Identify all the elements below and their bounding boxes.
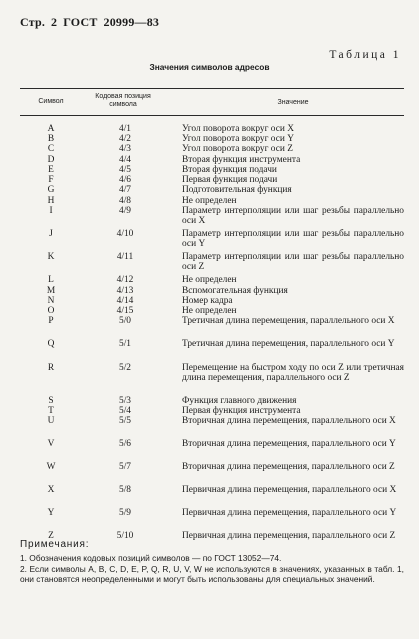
- code-cell: 4/7: [119, 185, 131, 195]
- symbol-cell: C: [47, 144, 55, 154]
- symbol-cell: I: [49, 206, 53, 216]
- note-item: 2. Если символы A, B, C, D, E, P, Q, R, U, V, W не используются в значениях, указанных в табл. 1, они становятся неопределенными и могут быть использованы для специальных значений.: [20, 563, 404, 585]
- symbol-cell: D: [47, 155, 55, 165]
- value-cell: Номер кадра: [182, 296, 233, 306]
- value-cell: Параметр интерполяции или шаг резьбы параллельно оси X: [182, 206, 404, 227]
- value-cell: Вторичная длина перемещения, параллельного оси X: [182, 416, 396, 426]
- symbol-cell: Z: [48, 531, 54, 541]
- standard-number: 20999—83: [103, 15, 160, 29]
- value-cell: Не определен: [182, 196, 237, 206]
- value-cell: Параметр интерполяции или шаг резьбы параллельно оси Z: [182, 252, 404, 273]
- symbol-cell: R: [47, 363, 55, 373]
- column-header-code: Кодовая позиция символа: [95, 93, 151, 108]
- value-cell: Первичная длина перемещения, параллельного оси X: [182, 485, 397, 495]
- value-cell: Угол поворота вокруг оси X: [182, 124, 294, 134]
- code-cell: 5/6: [119, 439, 131, 449]
- notes-section: [20, 540, 404, 585]
- code-cell: 4/15: [116, 306, 134, 316]
- symbol-cell: B: [47, 134, 55, 144]
- code-cell: 5/8: [119, 485, 131, 495]
- value-cell: Не определен: [182, 275, 237, 285]
- value-cell: Угол поворота вокруг оси Z: [182, 144, 293, 154]
- value-cell: Вспомогательная функция: [182, 286, 288, 296]
- symbol-cell: S: [48, 396, 54, 406]
- note-item: 1. Обозначения кодовых позиций символов — по ГОСТ 13052—74.: [20, 553, 282, 564]
- code-cell: 5/9: [119, 508, 131, 518]
- code-cell: 4/13: [116, 286, 134, 296]
- value-cell: Третичная длина перемещения, параллельного оси X: [182, 316, 395, 326]
- value-cell: Параметр интерполяции или шаг резьбы параллельно оси Y: [182, 229, 404, 250]
- symbol-cell: X: [47, 485, 55, 495]
- symbol-cell: U: [47, 416, 55, 426]
- symbol-cell: N: [47, 296, 55, 306]
- code-cell: 5/4: [119, 406, 131, 416]
- code-cell: 4/6: [119, 175, 131, 185]
- value-cell: Первая функция подачи: [182, 175, 278, 185]
- value-cell: Третичная длина перемещения, параллельного оси Y: [182, 339, 395, 349]
- code-cell: 5/10: [116, 531, 134, 541]
- value-cell: Угол поворота вокруг оси Y: [182, 134, 294, 144]
- value-cell: Первичная длина перемещения, параллельного оси Z: [182, 531, 396, 541]
- code-cell: 5/2: [119, 363, 131, 373]
- code-cell: 4/12: [116, 275, 134, 285]
- page-header: [20, 15, 165, 30]
- symbol-cell: H: [47, 196, 55, 206]
- page-label: Стр.: [20, 15, 46, 29]
- value-cell: Не определен: [182, 306, 237, 316]
- standard-label: ГОСТ: [63, 15, 98, 29]
- value-cell: Функция главного движения: [182, 396, 297, 406]
- table-top-rule: [20, 88, 404, 89]
- code-cell: 5/0: [119, 316, 131, 326]
- symbol-cell: E: [48, 165, 54, 175]
- value-cell: Вторая функция инструмента: [182, 155, 301, 165]
- code-cell: 4/1: [119, 124, 131, 134]
- symbol-cell: L: [48, 275, 54, 285]
- value-cell: Перемещение на быстром ходу по оси Z или третичная длина перемещения, параллельного оси Z: [182, 363, 404, 384]
- code-cell: 5/1: [119, 339, 131, 349]
- table-title: Значения символов адресов: [149, 62, 270, 72]
- code-cell: 4/4: [119, 155, 131, 165]
- symbol-cell: V: [47, 439, 55, 449]
- code-cell: 4/8: [119, 196, 131, 206]
- symbol-cell: Q: [47, 339, 55, 349]
- value-cell: Вторичная длина перемещения, параллельного оси Z: [182, 462, 395, 472]
- notes-title: Примечания:: [20, 539, 90, 550]
- symbol-cell: O: [47, 306, 55, 316]
- code-cell: 4/14: [116, 296, 134, 306]
- code-cell: 5/5: [119, 416, 131, 426]
- page-number: 2: [51, 15, 58, 29]
- value-cell: Подготовительная функция: [182, 185, 292, 195]
- code-cell: 4/11: [116, 252, 134, 262]
- symbol-cell: J: [49, 229, 53, 239]
- code-cell: 4/10: [116, 229, 134, 239]
- table-header-rule: [20, 115, 404, 116]
- code-cell: 4/2: [119, 134, 131, 144]
- symbol-cell: M: [46, 286, 56, 296]
- value-cell: Первичная длина перемещения, параллельного оси Y: [182, 508, 397, 518]
- symbol-cell: P: [48, 316, 54, 326]
- code-cell: 5/3: [119, 396, 131, 406]
- code-cell: 4/3: [119, 144, 131, 154]
- value-cell: Вторичная длина перемещения, параллельного оси Y: [182, 439, 396, 449]
- symbol-cell: T: [48, 406, 54, 416]
- value-cell: Первая функция инструмента: [182, 406, 301, 416]
- symbol-cell: F: [48, 175, 54, 185]
- table-number: Таблица 1: [329, 49, 401, 61]
- symbol-cell: K: [47, 252, 55, 262]
- value-cell: Вторая функция подачи: [182, 165, 277, 175]
- column-header-value: Значение: [277, 99, 309, 106]
- symbol-cell: A: [47, 124, 55, 134]
- code-cell: 4/5: [119, 165, 131, 175]
- symbol-cell: G: [47, 185, 55, 195]
- code-cell: 5/7: [119, 462, 131, 472]
- symbol-cell: Y: [47, 508, 55, 518]
- code-cell: 4/9: [119, 206, 131, 216]
- symbol-cell: W: [46, 462, 56, 472]
- column-header-symbol: Символ: [38, 98, 64, 105]
